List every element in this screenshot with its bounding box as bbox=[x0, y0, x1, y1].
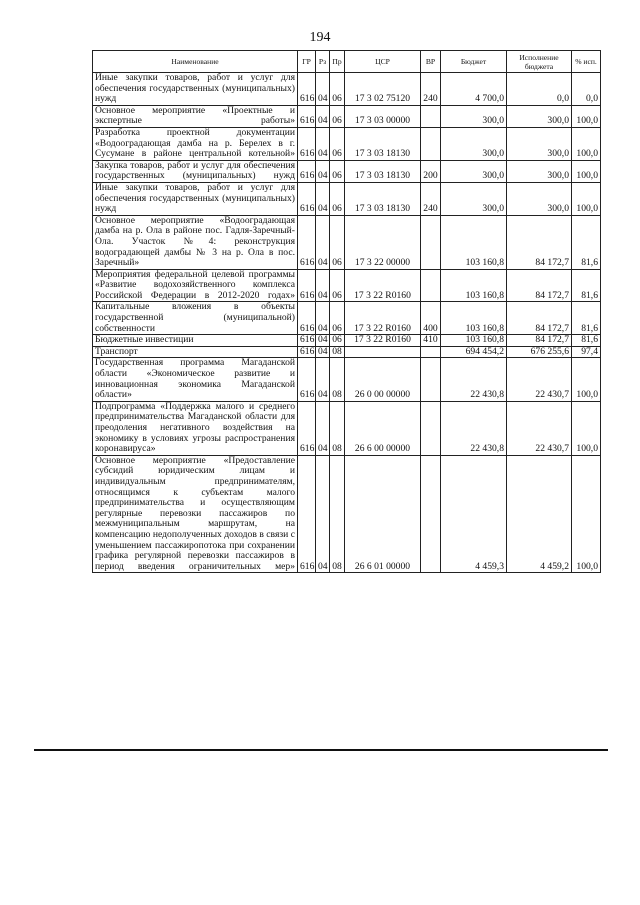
cell-execution: 84 172,7 bbox=[507, 302, 572, 335]
cell-pr: 06 bbox=[330, 302, 345, 335]
cell-csr: 17 3 03 18130 bbox=[345, 127, 421, 160]
table-header-row bbox=[93, 51, 601, 73]
cell-percent: 81,6 bbox=[572, 215, 601, 269]
cell-vr bbox=[421, 127, 441, 160]
header-csr: ЦСР bbox=[345, 51, 421, 73]
cell-csr: 17 3 03 00000 bbox=[345, 105, 421, 127]
cell-percent: 81,6 bbox=[572, 335, 601, 347]
header-gr: ГР bbox=[298, 51, 316, 73]
cell-rz: 04 bbox=[316, 215, 330, 269]
table-body bbox=[93, 73, 601, 573]
header-pr: Пр bbox=[330, 51, 345, 73]
cell-gr: 616 bbox=[298, 160, 316, 182]
cell-budget: 300,0 bbox=[441, 127, 507, 160]
cell-csr: 17 3 22 00000 bbox=[345, 215, 421, 269]
header-budget: Бюджет bbox=[441, 51, 507, 73]
cell-rz: 04 bbox=[316, 346, 330, 358]
cell-percent: 100,0 bbox=[572, 160, 601, 182]
cell-budget: 103 160,8 bbox=[441, 335, 507, 347]
cell-name: Бюджетные инвестиции bbox=[93, 335, 298, 347]
cell-execution: 22 430,7 bbox=[507, 401, 572, 455]
cell-pr: 06 bbox=[330, 127, 345, 160]
cell-rz: 04 bbox=[316, 269, 330, 302]
cell-name: Иные закупки товаров, работ и услуг для обеспечения государственных (муниципальных) нужд bbox=[93, 182, 298, 215]
header-execution: Исполнение бюджета bbox=[507, 51, 572, 73]
cell-rz: 04 bbox=[316, 401, 330, 455]
cell-pr: 06 bbox=[330, 269, 345, 302]
cell-vr bbox=[421, 215, 441, 269]
cell-rz: 04 bbox=[316, 182, 330, 215]
cell-pr: 06 bbox=[330, 160, 345, 182]
cell-budget: 103 160,8 bbox=[441, 302, 507, 335]
header-rz: Рз bbox=[316, 51, 330, 73]
budget-table bbox=[92, 50, 601, 573]
cell-name: Капитальные вложения в объекты государственной (муниципальной) собственности bbox=[93, 302, 298, 335]
cell-name: Основное мероприятие «Водооградающая дамба на р. Ола в районе пос. Гадля-Заречный-Ола. Участок №4: реконструкция водоградающей дамбы № 3 на р. Ола в пос. Заречный» bbox=[93, 215, 298, 269]
cell-execution: 300,0 bbox=[507, 127, 572, 160]
cell-vr bbox=[421, 455, 441, 573]
cell-csr: 26 0 00 00000 bbox=[345, 358, 421, 401]
cell-vr bbox=[421, 358, 441, 401]
cell-csr: 17 3 03 18130 bbox=[345, 160, 421, 182]
cell-name: Транспорт bbox=[93, 346, 298, 358]
header-name: Наименование bbox=[93, 51, 298, 73]
cell-csr bbox=[345, 346, 421, 358]
cell-csr: 26 6 00 00000 bbox=[345, 401, 421, 455]
header-percent: % исп. bbox=[572, 51, 601, 73]
cell-gr: 616 bbox=[298, 182, 316, 215]
cell-pr: 08 bbox=[330, 455, 345, 573]
cell-rz: 04 bbox=[316, 105, 330, 127]
cell-budget: 4 459,3 bbox=[441, 455, 507, 573]
cell-gr: 616 bbox=[298, 105, 316, 127]
cell-csr: 17 3 22 R0160 bbox=[345, 302, 421, 335]
table-row bbox=[93, 215, 601, 269]
cell-csr: 17 3 22 R0160 bbox=[345, 335, 421, 347]
cell-gr: 616 bbox=[298, 127, 316, 160]
cell-pr: 06 bbox=[330, 182, 345, 215]
cell-execution: 4 459,2 bbox=[507, 455, 572, 573]
cell-gr: 616 bbox=[298, 269, 316, 302]
table-row bbox=[93, 335, 601, 347]
table-row bbox=[93, 160, 601, 182]
cell-pr: 08 bbox=[330, 346, 345, 358]
cell-vr bbox=[421, 346, 441, 358]
cell-percent: 97,4 bbox=[572, 346, 601, 358]
cell-vr: 400 bbox=[421, 302, 441, 335]
cell-execution: 300,0 bbox=[507, 160, 572, 182]
cell-gr: 616 bbox=[298, 302, 316, 335]
cell-execution: 300,0 bbox=[507, 105, 572, 127]
table-row bbox=[93, 401, 601, 455]
cell-vr: 410 bbox=[421, 335, 441, 347]
cell-vr bbox=[421, 269, 441, 302]
cell-name: Основное мероприятие «Проектные и экспертные работы» bbox=[93, 105, 298, 127]
cell-budget: 300,0 bbox=[441, 182, 507, 215]
cell-gr: 616 bbox=[298, 335, 316, 347]
cell-pr: 06 bbox=[330, 73, 345, 106]
table-row bbox=[93, 269, 601, 302]
cell-name: Основное мероприятие «Предоставление субсидий юридическим лицам и индивидуальным предпринимателям, относящимся к субъектам малого предпринимательства и осуществляющим регулярные перевозки пассажиров по межмуниципальным маршрутам, на компенсацию недополученных доходов в связи с уменьшением пассажиропотока при сохранении графика регулярной перевозки пассажиров в период введения ограничительных мер» bbox=[93, 455, 298, 573]
page-number: 194 bbox=[309, 30, 331, 45]
cell-vr: 200 bbox=[421, 160, 441, 182]
table-row bbox=[93, 182, 601, 215]
cell-rz: 04 bbox=[316, 455, 330, 573]
cell-pr: 08 bbox=[330, 401, 345, 455]
cell-csr: 17 3 02 75120 bbox=[345, 73, 421, 106]
cell-execution: 84 172,7 bbox=[507, 215, 572, 269]
cell-name: Закупка товаров, работ и услуг для обеспечения государственных (муниципальных) нужд bbox=[93, 160, 298, 182]
cell-percent: 100,0 bbox=[572, 127, 601, 160]
cell-budget: 103 160,8 bbox=[441, 269, 507, 302]
table-row bbox=[93, 358, 601, 401]
cell-gr: 616 bbox=[298, 346, 316, 358]
cell-name: Иные закупки товаров, работ и услуг для обеспечения государственных (муниципальных) нужд bbox=[93, 73, 298, 106]
cell-percent: 100,0 bbox=[572, 455, 601, 573]
cell-vr: 240 bbox=[421, 182, 441, 215]
cell-gr: 616 bbox=[298, 215, 316, 269]
cell-percent: 81,6 bbox=[572, 269, 601, 302]
cell-budget: 694 454,2 bbox=[441, 346, 507, 358]
table-row bbox=[93, 302, 601, 335]
cell-execution: 22 430,7 bbox=[507, 358, 572, 401]
table-row bbox=[93, 73, 601, 106]
cell-execution: 300,0 bbox=[507, 182, 572, 215]
cell-rz: 04 bbox=[316, 127, 330, 160]
cell-percent: 81,6 bbox=[572, 302, 601, 335]
cell-pr: 06 bbox=[330, 215, 345, 269]
cell-rz: 04 bbox=[316, 73, 330, 106]
cell-percent: 100,0 bbox=[572, 182, 601, 215]
cell-budget: 22 430,8 bbox=[441, 401, 507, 455]
cell-budget: 4 700,0 bbox=[441, 73, 507, 106]
cell-vr: 240 bbox=[421, 73, 441, 106]
bottom-rule bbox=[34, 749, 608, 751]
cell-budget: 300,0 bbox=[441, 160, 507, 182]
cell-execution: 84 172,7 bbox=[507, 335, 572, 347]
cell-pr: 06 bbox=[330, 335, 345, 347]
cell-execution: 84 172,7 bbox=[507, 269, 572, 302]
table-row bbox=[93, 455, 601, 573]
cell-rz: 04 bbox=[316, 335, 330, 347]
header-vr: ВР bbox=[421, 51, 441, 73]
cell-execution: 0,0 bbox=[507, 73, 572, 106]
cell-vr bbox=[421, 401, 441, 455]
cell-execution: 676 255,6 bbox=[507, 346, 572, 358]
cell-rz: 04 bbox=[316, 160, 330, 182]
cell-name: Государственная программа Магаданской области «Экономическое развитие и инновационная экономика Магаданской области» bbox=[93, 358, 298, 401]
cell-percent: 100,0 bbox=[572, 401, 601, 455]
cell-budget: 103 160,8 bbox=[441, 215, 507, 269]
cell-gr: 616 bbox=[298, 455, 316, 573]
cell-percent: 0,0 bbox=[572, 73, 601, 106]
cell-vr bbox=[421, 105, 441, 127]
cell-budget: 300,0 bbox=[441, 105, 507, 127]
cell-name: Разработка проектной документации «Водооградающая дамба на р. Берелех в г. Сусумане в районе центральной котельной» bbox=[93, 127, 298, 160]
table-row bbox=[93, 127, 601, 160]
cell-percent: 100,0 bbox=[572, 358, 601, 401]
cell-gr: 616 bbox=[298, 401, 316, 455]
cell-pr: 06 bbox=[330, 105, 345, 127]
cell-csr: 26 6 01 00000 bbox=[345, 455, 421, 573]
table-row bbox=[93, 346, 601, 358]
cell-csr: 17 3 03 18130 bbox=[345, 182, 421, 215]
cell-name: Подпрограмма «Поддержка малого и среднего предпринимательства Магаданской области для преодоления негативного воздействия на экономику в условиях угрозы распространения коронавируса» bbox=[93, 401, 298, 455]
cell-name: Мероприятия федеральной целевой программы «Развитие водохозяйственного комплекса Российской Федерации в 2012-2020 годах» bbox=[93, 269, 298, 302]
cell-gr: 616 bbox=[298, 358, 316, 401]
cell-pr: 08 bbox=[330, 358, 345, 401]
cell-rz: 04 bbox=[316, 358, 330, 401]
cell-rz: 04 bbox=[316, 302, 330, 335]
cell-percent: 100,0 bbox=[572, 105, 601, 127]
table-row bbox=[93, 105, 601, 127]
cell-budget: 22 430,8 bbox=[441, 358, 507, 401]
cell-gr: 616 bbox=[298, 73, 316, 106]
cell-csr: 17 3 22 R0160 bbox=[345, 269, 421, 302]
